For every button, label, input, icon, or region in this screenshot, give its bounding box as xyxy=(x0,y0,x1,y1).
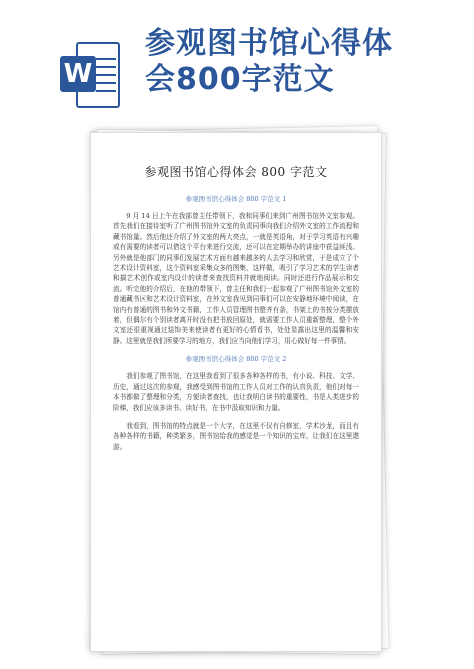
paragraph: 我看到，图书馆的特点就是一个大字，在这里不仅有自修室，学术沙龙，而且有各种各样的书籍，种类繁多，图书馆给我的感觉是一个知识的宝库，让我们在这里遨游。 xyxy=(113,421,359,451)
word-icon xyxy=(60,42,120,108)
header-title-line-1: 参观图书馆心得体 xyxy=(145,26,393,61)
header-title xyxy=(145,26,465,98)
paragraph: 9 月 14 日上午在我部曾主任带领下，我和同事们来到广州图书馆外文室参观。首先我们在接待室听了广州图书馆外文室的负责同事向我们介绍外文室的工作流程和藏书馆量。然后他还介绍了外文室的两大亮点，一就是英语角，对于学习英语有兴趣或有需要的读者可以借这个平台来进行交流，还可以在定期举办的讲座中获益匪浅。另外就是他部门的同事们发展艺术方面有越来越多的人去学习和欣赏，于是成立了个艺术设计资料室，这个资料室采集众多的图集，这样做，吸引了学习艺术的学生读者和搞艺术创作或室内设计的读者来查找资料并就地阅读。同时还进行作品展示和交流。听完他的介绍后，在他的带领下，曾主任和我们一起参观了广州图书馆外文室的普通藏书区和艺术设计资料室，在外文室我见到同事们可以在安静地环境中阅读，在馆内有普通的图书和外文书籍，工作人员管理图书整齐有条，书架上的书按分类摆放着，但偶尔有个别读者离开时没有把书放回原处，就需要工作人员重新整理，整个外文室还很重视通过装饰美来使读者有更好的心情看书，处处显露出这里的温馨和安静。这里就是我们所要学习的地方，我们应当向他们学习，用心做好每一件事情。 xyxy=(113,212,359,345)
document-page xyxy=(90,132,382,652)
paragraph: 我们参观了图书馆，在这里我看到了很多各种各样的书，有小说、科技、文学、历史，通过这次的参观，我感受到图书馆的工作人员对工作的认真负责，他们对每一本书都做了整理和分类，方便读者查找，也让我明白读书的重要性，书是人类进步的阶梯，我们应该多读书、读好书，在书中汲取知识和力量。 xyxy=(113,372,359,412)
document-title: 参观图书馆心得体会 800 字范文 xyxy=(144,165,328,179)
section-subtitle: 参观图书馆心得体会 800 字范文 1 xyxy=(185,195,287,203)
header-title-line-2: 会800字范文 xyxy=(145,62,335,97)
section-subtitle: 参观图书馆心得体会 800 字范文 2 xyxy=(185,355,287,364)
word-badge: W xyxy=(60,56,96,92)
header-banner xyxy=(0,0,474,125)
